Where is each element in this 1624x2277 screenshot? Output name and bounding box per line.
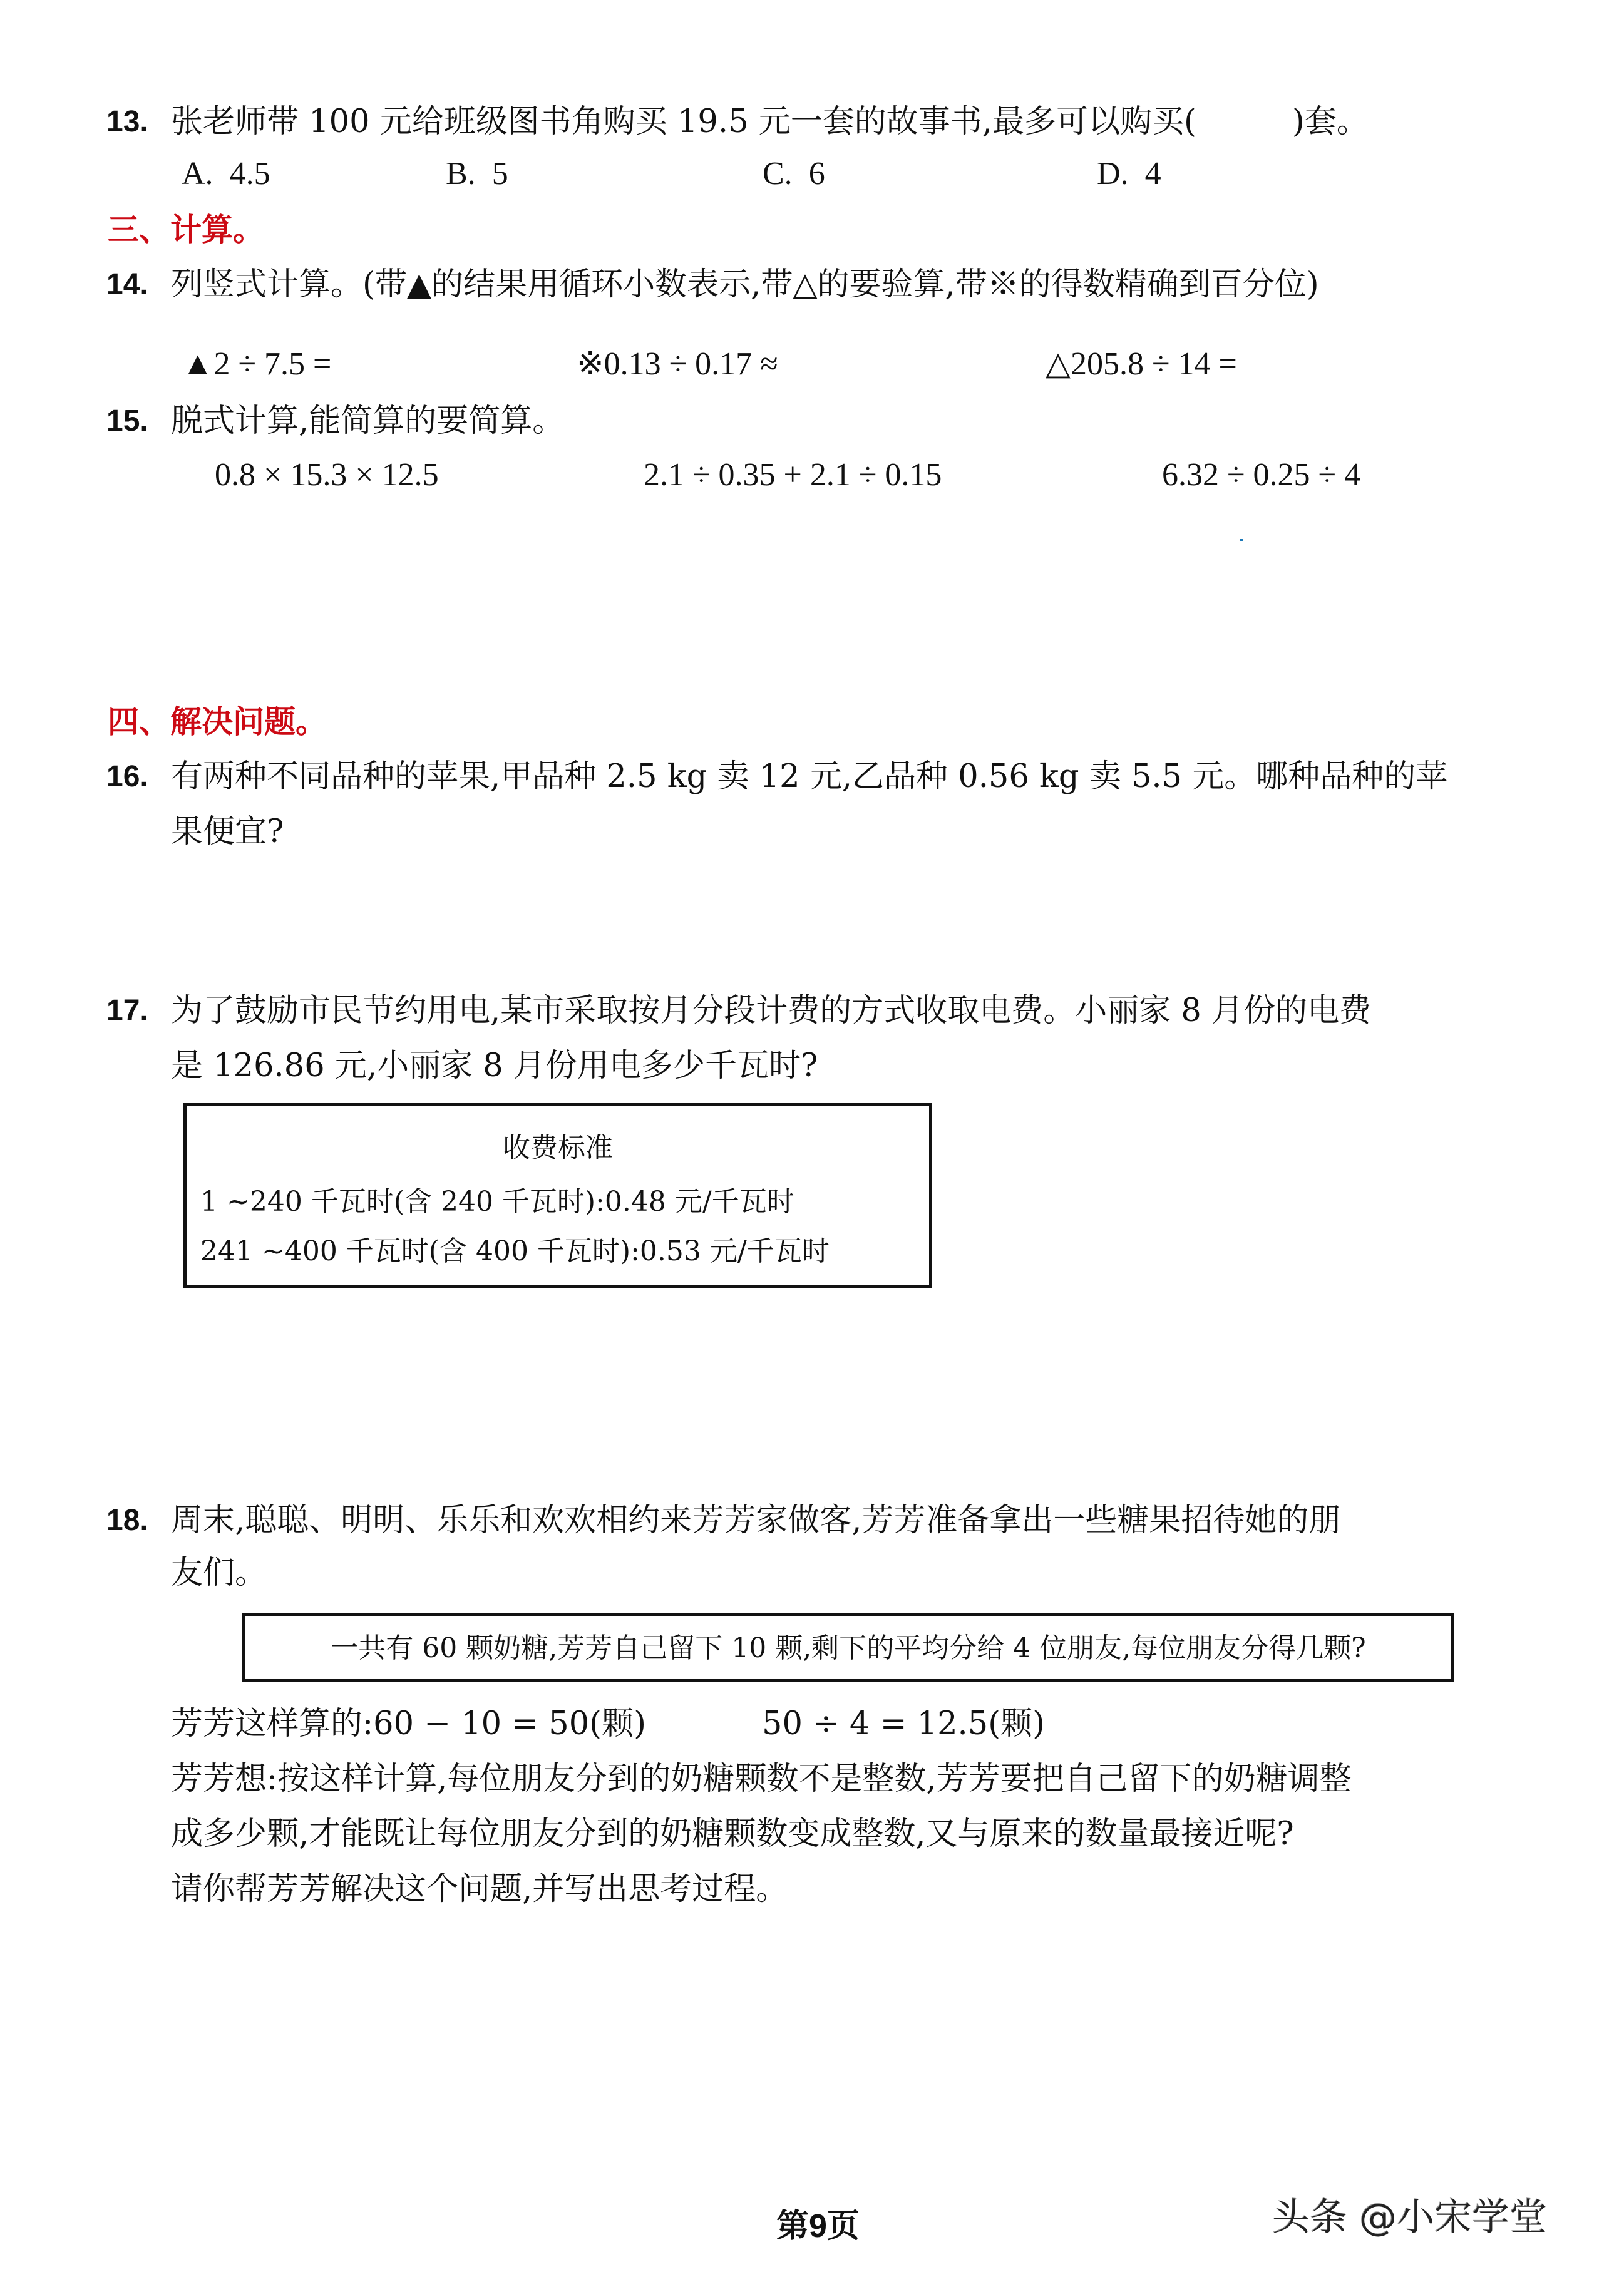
question-13-text: 张老师带 100 元给班级图书角购买 19.5 元一套的故事书,最多可以购买( )套。 [171,103,1369,140]
fee-tier-2: 241 ~400 千瓦时(含 400 千瓦时):0.53 元/千瓦时 [200,1235,830,1267]
q13-option-d[interactable] [1097,158,1161,190]
question-18-line-2: 友们。 [171,1555,267,1591]
section-heading-problem-solving: 四、解决问题。 [108,703,327,740]
question-17-number: 17. [106,994,148,1027]
question-18-number: 18. [106,1504,148,1537]
option-value: 5 [491,156,508,192]
question-16-line-2: 果便宜? [171,813,284,850]
q13-option-b[interactable] [446,158,508,190]
question-17-line-1: 为了鼓励市民节约用电,某市采取按月分段计费的方式收取电费。小丽家 8 月份的电费 [171,992,1372,1029]
question-17-line-2: 是 126.86 元,小丽家 8 月份用电多少千瓦时? [171,1047,818,1084]
q13-option-c[interactable] [763,158,825,190]
candy-problem-text: 一共有 60 颗奶糖,芳芳自己留下 10 颗,剩下的平均分给 4 位朋友,每位朋友分得几颗? [331,1632,1366,1664]
question-18-follow-line-1: 芳芳想:按这样计算,每位朋友分到的奶糖颗数不是整数,芳芳要把自己留下的奶糖调整 [171,1760,1352,1797]
formula-with-check: △205.8 ÷ 14 = [1046,346,1237,382]
option-value: 6 [808,156,825,192]
question-13-number: 13. [106,105,148,138]
question-18-line-1: 周末,聪聪、明明、乐乐和欢欢相约来芳芳家做客,芳芳准备拿出一些糖果招待她的朋 [171,1502,1341,1539]
option-value: 4 [1144,156,1161,192]
option-label: B. [446,156,476,192]
question-14-number: 14. [106,268,148,301]
section-heading-calculation: 三、计算。 [108,211,264,248]
fee-standard-title: 收费标准 [503,1132,613,1164]
q13-option-a[interactable] [182,158,270,190]
question-18-follow-line-2: 成多少颗,才能既让每位朋友分到的奶糖颗数变成整数,又与原来的数量最接近呢? [171,1816,1294,1853]
expression-2: 2.1 ÷ 0.35 + 2.1 ÷ 0.15 [644,457,942,493]
fee-standard-box [183,1103,932,1288]
question-16-line-1: 有两种不同品种的苹果,甲品种 2.5 kg 卖 12 元,乙品种 0.56 kg 卖 5.5 元。哪种品种的苹 [171,758,1448,795]
fangfang-calculation-2: 50 ÷ 4 = 12.5(颗) [762,1705,1046,1742]
option-value: 4.5 [229,156,270,192]
fee-tier-1: 1 ~240 千瓦时(含 240 千瓦时):0.48 元/千瓦时 [200,1186,794,1218]
stray-ink-speck [1240,539,1243,541]
option-label: C. [763,156,793,192]
question-18-follow-line-3: 请你帮芳芳解决这个问题,并写出思考过程。 [171,1871,788,1908]
option-label: D. [1097,156,1129,192]
question-15-text: 脱式计算,能简算的要简算。 [171,403,565,439]
question-16-number: 16. [106,760,148,793]
question-15-number: 15. [106,404,148,438]
watermark: 头条 @小宋学堂 [1272,2196,1548,2239]
expression-3: 6.32 ÷ 0.25 ÷ 4 [1162,457,1361,493]
candy-problem-box [242,1613,1454,1682]
formula-round-hundredths: ※0.13 ÷ 0.17 ≈ [577,346,778,382]
formula-repeating-decimal: ▲2 ÷ 7.5 = [182,346,332,382]
question-14-text: 列竖式计算。(带▲的结果用循环小数表示,带△的要验算,带※的得数精确到百分位) [171,266,1319,303]
expression-1: 0.8 × 15.3 × 12.5 [215,457,439,493]
page-number: 第9页 [776,2208,860,2244]
fangfang-calculation-1: 芳芳这样算的:60 − 10 = 50(颗) [171,1705,646,1742]
option-label: A. [182,156,213,192]
